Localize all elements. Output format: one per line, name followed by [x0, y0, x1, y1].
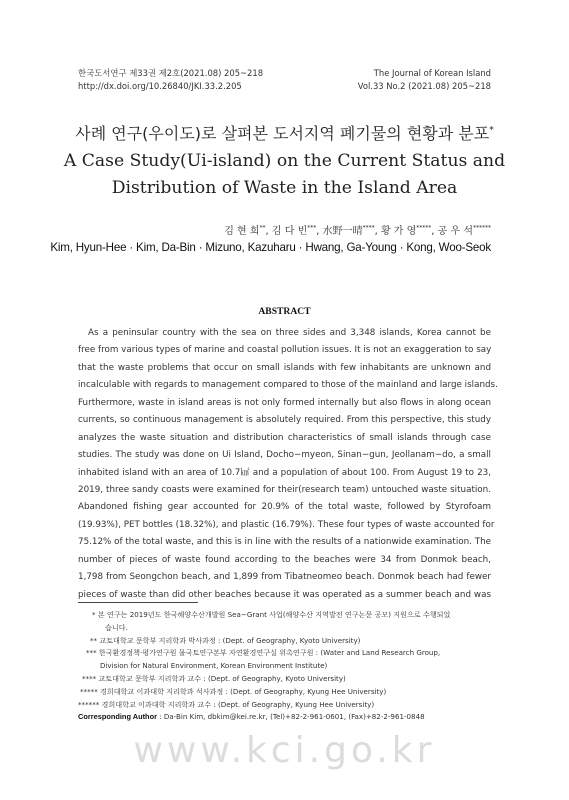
journal-name-english: The Journal of Korean Island [373, 68, 491, 78]
footnote-author-2: ** 교토대학교 문학부 지리학과 박사과정 : (Dept. of Geography, Kyoto University) [90, 635, 361, 645]
footnote-funding-cont: 습니다. [105, 622, 128, 632]
title-korean-text: 사례 연구(우이도)로 살펴본 도서지역 폐기물의 현황과 분포 [75, 124, 490, 143]
title-footnote-mark: * [489, 125, 494, 136]
abstract-line: 2019, three sandy coasts were examined for their(research team) untouched waste situation. [78, 484, 491, 495]
abstract-line: 75.12% of the total waste, and this is in line with the results of a nationwide examination. The [78, 537, 491, 548]
author-mark: *** [307, 224, 317, 232]
title-english-line-2: Distribution of Waste in the Island Area [111, 178, 458, 198]
abstract-line: number of pieces of waste found according to the beaches were 34 from Donmok beach, [78, 554, 491, 565]
title-korean [0, 121, 569, 144]
title-english [0, 148, 569, 202]
footnote-author-3-cont: Division for Natural Environment, Korean Environment Institute) [100, 661, 328, 671]
abstract-line: Furthermore, waste in island areas is not only formed internally but also flows in along ocean [78, 397, 491, 408]
header-right [358, 67, 491, 93]
doi-link[interactable]: http://dx.doi.org/10.26840/JKI.33.2.205 [78, 81, 242, 91]
author-mark: **** [362, 224, 375, 232]
abstract-heading: ABSTRACT [258, 306, 311, 317]
abstract-line: currents, so continuous management is absolutely required. From this perspective, this study [78, 415, 491, 426]
corresponding-author [78, 711, 498, 724]
abstract-line: 1,798 from Seongchon beach, and 1,899 from Tibatneomeo beach. Donmok beach had fewer [78, 572, 491, 583]
author-name: 황 가 영 [380, 226, 417, 237]
footnote-author-6: ****** 경희대학교 이과대학 지리학과 교수 : (Dept. of Geography, Kyung Hee University) [78, 699, 375, 709]
abstract-line: Abandoned fishing gear accounted for 20.9% of the total waste, followed by Styrofoam [78, 502, 491, 513]
author-name: 김 다 빈 [271, 226, 308, 237]
abstract-line: (19.93%), PET bottles (18.32%), and plastic (16.79%). These four types of waste accounted for [78, 519, 495, 530]
footnote-author-4: **** 교토대학교 문학부 지리학과 교수 : (Dept. of Geography, Kyoto University) [82, 673, 346, 683]
author-name: 공 우 석 [437, 226, 473, 237]
footnote-author-3: *** 한국환경정책·평가연구원 물국토연구본부 자연환경연구실 위촉연구원 : (Water and Land Research Group, [86, 648, 441, 658]
footnote-author-5: ***** 경희대학교 이과대학 지리학과 석사과정 : (Dept. of Geography, Kyung Hee University) [80, 686, 387, 696]
abstract-line: pieces of waste than did other beaches because it was operated as a summer beach and was [78, 589, 491, 600]
abstract-line: studies. The study was done on Ui Island, Docho−myeon, Sinan−gun, Jeollanam−do, a small [78, 450, 491, 461]
abstract-body [78, 325, 498, 604]
corresponding-author-details: : Da-Bin Kim, dbkim@kei.re.kr, (Tel)+82-2-961-0601, (Fax)+82-2-961-0848 [156, 712, 425, 722]
journal-citation-korean: 한국도서연구 제33권 제2호(2021.08) 205~218 [78, 68, 264, 78]
journal-volume-english: Vol.33 No.2 (2021.08) 205~218 [357, 81, 491, 91]
author-mark: ***** [416, 224, 432, 232]
author-mark: ****** [473, 224, 491, 232]
abstract-line: incalculable with regards to management compared to those of the mainland and large islands. [78, 380, 498, 391]
title-english-line-1: A Case Study(Ui-island) on the Current Status and [63, 151, 506, 171]
abstract-line: As a peninsular country with the sea on three sides and 3,348 islands, Korea cannot be [88, 328, 491, 338]
footnote-funding: * 본 연구는 2019년도 한국해양수산개발원 Sea−Grant 사업(해양수산 지역발전 연구논문 공모) 지원으로 수행되었 [92, 610, 451, 619]
author-mark: ** [259, 224, 266, 232]
abstract-line: free from various types of marine and coastal pollution issues. It is not an exaggeration to say [78, 345, 492, 356]
authors-korean: 김 현 희**, 김 다 빈***, 水野一晴****, 황 가 영*****, 공 우 석****** [224, 224, 491, 237]
header-left [78, 67, 263, 93]
kci-watermark: www.kci.go.kr [133, 730, 436, 771]
abstract-line: inhabited island with an area of 10.7㎢ and a population of about 100. From August 19 to 23, [78, 467, 491, 478]
footnote-divider [78, 602, 198, 603]
author-name: 水野一晴 [322, 226, 363, 237]
authors-english: Kim, Hyun-Hee · Kim, Da-Bin · Mizuno, Kazuharu · Hwang, Ga-Young · Kong, Woo-Seok [50, 241, 491, 254]
footnotes [78, 609, 498, 724]
abstract-line: analyzes the waste situation and distribution characteristics of small islands through case [78, 432, 491, 443]
author-name: 김 현 희 [224, 226, 260, 237]
abstract-line: that the waste problems that occur on small islands with few inhabitants are unknown and [78, 362, 491, 373]
corresponding-author-label: Corresponding Author [78, 712, 157, 722]
